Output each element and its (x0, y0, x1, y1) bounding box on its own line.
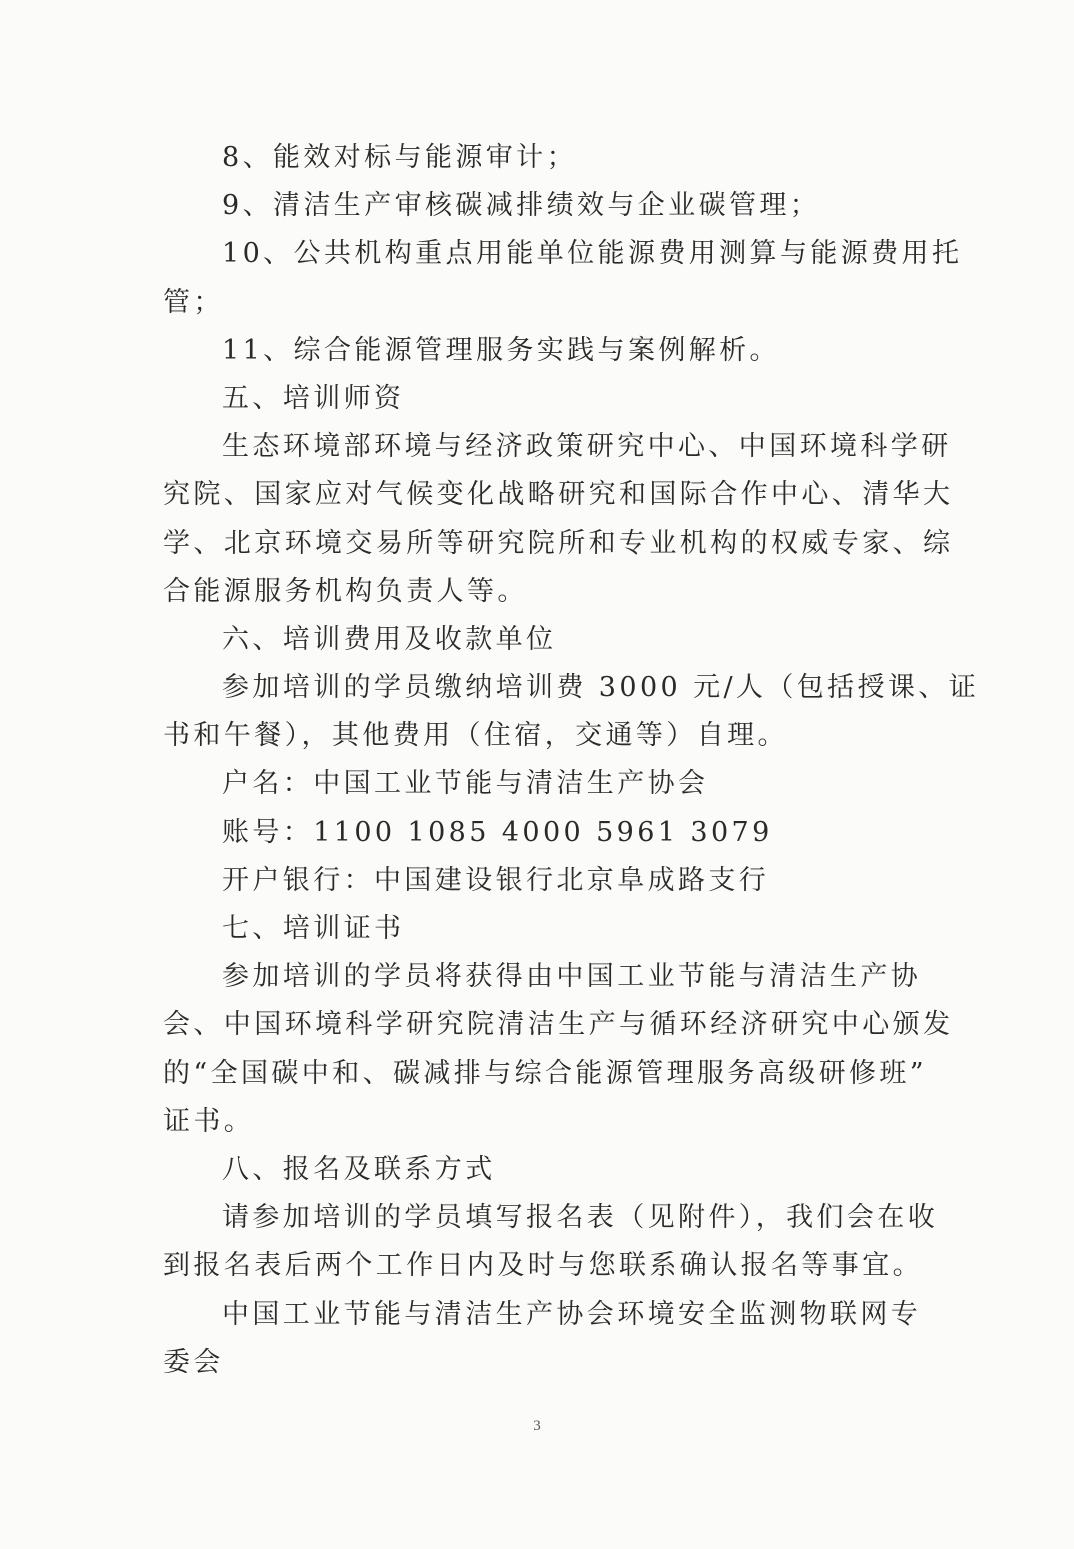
organization-line: 中国工业节能与清洁生产协会环境安全监测物联网专 (222, 1298, 922, 1330)
list-item-8: 8、能效对标与能源审计； (222, 142, 577, 173)
list-item-11: 11、综合能源管理服务实践与案例解析。 (222, 334, 780, 366)
list-item-10: 10、公共机构重点用能单位能源费用测算与能源费用托 (222, 238, 963, 270)
paragraph-line: 合能源服务机构负责人等。 (163, 575, 528, 607)
paragraph-line: 参加培训的学员缴纳培训费 3000 元/人（包括授课、证 (222, 672, 980, 704)
paragraph-line: 的“全国碳中和、碳减排与综合能源管理服务高级研修班” (163, 1057, 928, 1089)
document-body (163, 134, 980, 1387)
paragraph-line: 证书。 (163, 1105, 255, 1137)
section-heading-fees: 六、培训费用及收款单位 (222, 623, 557, 655)
paragraph-line: 参加培训的学员将获得由中国工业节能与清洁生产协 (222, 961, 922, 993)
paragraph-line: 书和午餐），其他费用（住宿，交通等）自理。 (163, 720, 788, 752)
account-name: 户名：中国工业节能与清洁生产协会 (222, 768, 709, 800)
paragraph-line: 请参加培训的学员填写报名表（见附件），我们会在收 (222, 1202, 939, 1234)
paragraph-line: 学、北京环境交易所等研究院所和专业机构的权威专家、综 (163, 527, 954, 559)
organization-line: 委会 (163, 1346, 224, 1378)
paragraph-line: 究院、国家应对气候变化战略研究和国际合作中心、清华大 (163, 479, 954, 511)
bank-name: 开户银行：中国建设银行北京阜成路支行 (222, 864, 770, 896)
paragraph-line: 到报名表后两个工作日内及时与您联系确认报名等事宜。 (163, 1250, 923, 1282)
paragraph-line: 会、中国环境科学研究院清洁生产与循环经济研究中心颁发 (163, 1009, 954, 1041)
page-number: 3 (533, 1418, 541, 1434)
paragraph-line: 生态环境部环境与经济政策研究中心、中国环境科学研 (222, 431, 952, 463)
list-item-9: 9、清洁生产审核碳减排绩效与企业碳管理； (222, 190, 821, 222)
section-heading-certificate: 七、培训证书 (222, 913, 405, 944)
section-heading-trainers: 五、培训师资 (222, 382, 405, 414)
list-item-10-continued: 管； (163, 286, 224, 318)
section-heading-registration: 八、报名及联系方式 (222, 1153, 496, 1185)
account-number: 账号：1100 1085 4000 5961 3079 (222, 816, 773, 848)
